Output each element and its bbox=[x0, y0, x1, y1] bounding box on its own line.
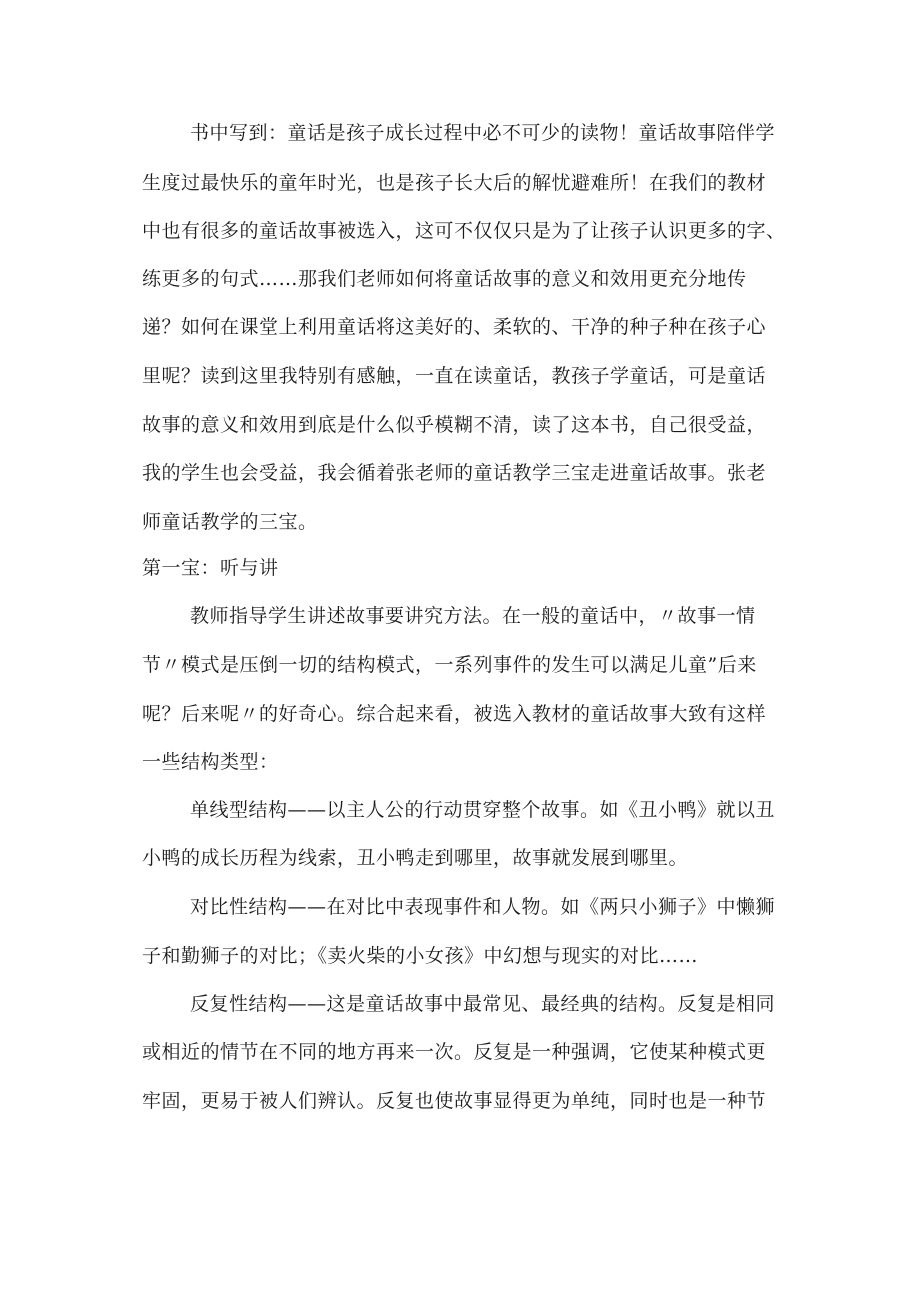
paragraph-line: 师童话教学的三宝。 bbox=[142, 511, 318, 533]
paragraph-line: 一些结构类型： bbox=[142, 751, 279, 773]
paragraph-line: 故事的意义和效用到底是什么似乎模糊不清，读了这本书，自己很受益， bbox=[142, 414, 767, 436]
paragraph-line: 练更多的句式……那我们老师如何将童话故事的意义和效用更充分地传 bbox=[142, 268, 747, 290]
section-heading: 第一宝：听与讲 bbox=[142, 557, 279, 579]
paragraph-line: 或相近的情节在不同的地方再来一次。反复是一种强调，它使某种模式更 bbox=[142, 1041, 767, 1063]
paragraph-line: 单线型结构——以主人公的行动贯穿整个故事。如《丑小鸭》就以丑 bbox=[190, 799, 776, 821]
paragraph-line: 牢固，更易于被人们辨认。反复也使故事显得更为单纯，同时也是一种节 bbox=[142, 1090, 767, 1112]
paragraph-line: 对比性结构——在对比中表现事件和人物。如《两只小狮子》中懒狮 bbox=[190, 896, 776, 918]
paragraph-line: 递？如何在课堂上利用童话将这美好的、柔软的、干净的种子种在孩子心 bbox=[142, 316, 767, 338]
paragraph-line: 子和勤狮子的对比；《卖火柴的小女孩》中幻想与现实的对比…… bbox=[142, 945, 699, 967]
paragraph-line: 小鸭的成长历程为线索，丑小鸭走到哪里，故事就发展到哪里。 bbox=[142, 847, 689, 869]
paragraph-line: 我的学生也会受益，我会循着张老师的童话教学三宝走进童话故事。张老 bbox=[142, 462, 767, 484]
paragraph-line: 中也有很多的童话故事被选入，这可不仅仅只是为了让孩子认识更多的字、 bbox=[142, 220, 786, 242]
paragraph-line: 里呢？读到这里我特别有感触，一直在读童话，教孩子学童话，可是童话 bbox=[142, 365, 767, 387]
paragraph-line: 节〃模式是压倒一切的结构模式，一系列事件的发生可以满足儿童”后来 bbox=[142, 654, 757, 676]
paragraph-line: 书中写到：童话是孩子成长过程中必不可少的读物！童话故事陪伴学 bbox=[190, 122, 776, 144]
paragraph-line: 反复性结构——这是童话故事中最常见、最经典的结构。反复是相同 bbox=[190, 993, 776, 1015]
paragraph-line: 呢？后来呢〃的好奇心。综合起来看，被选入教材的童话故事大致有这样 bbox=[142, 703, 767, 725]
paragraph-line: 生度过最快乐的童年时光，也是孩子长大后的解忧避难所！在我们的教材 bbox=[142, 172, 767, 194]
paragraph-line: 教师指导学生讲述故事要讲究方法。在一般的童话中，〃故事一情 bbox=[190, 605, 756, 627]
